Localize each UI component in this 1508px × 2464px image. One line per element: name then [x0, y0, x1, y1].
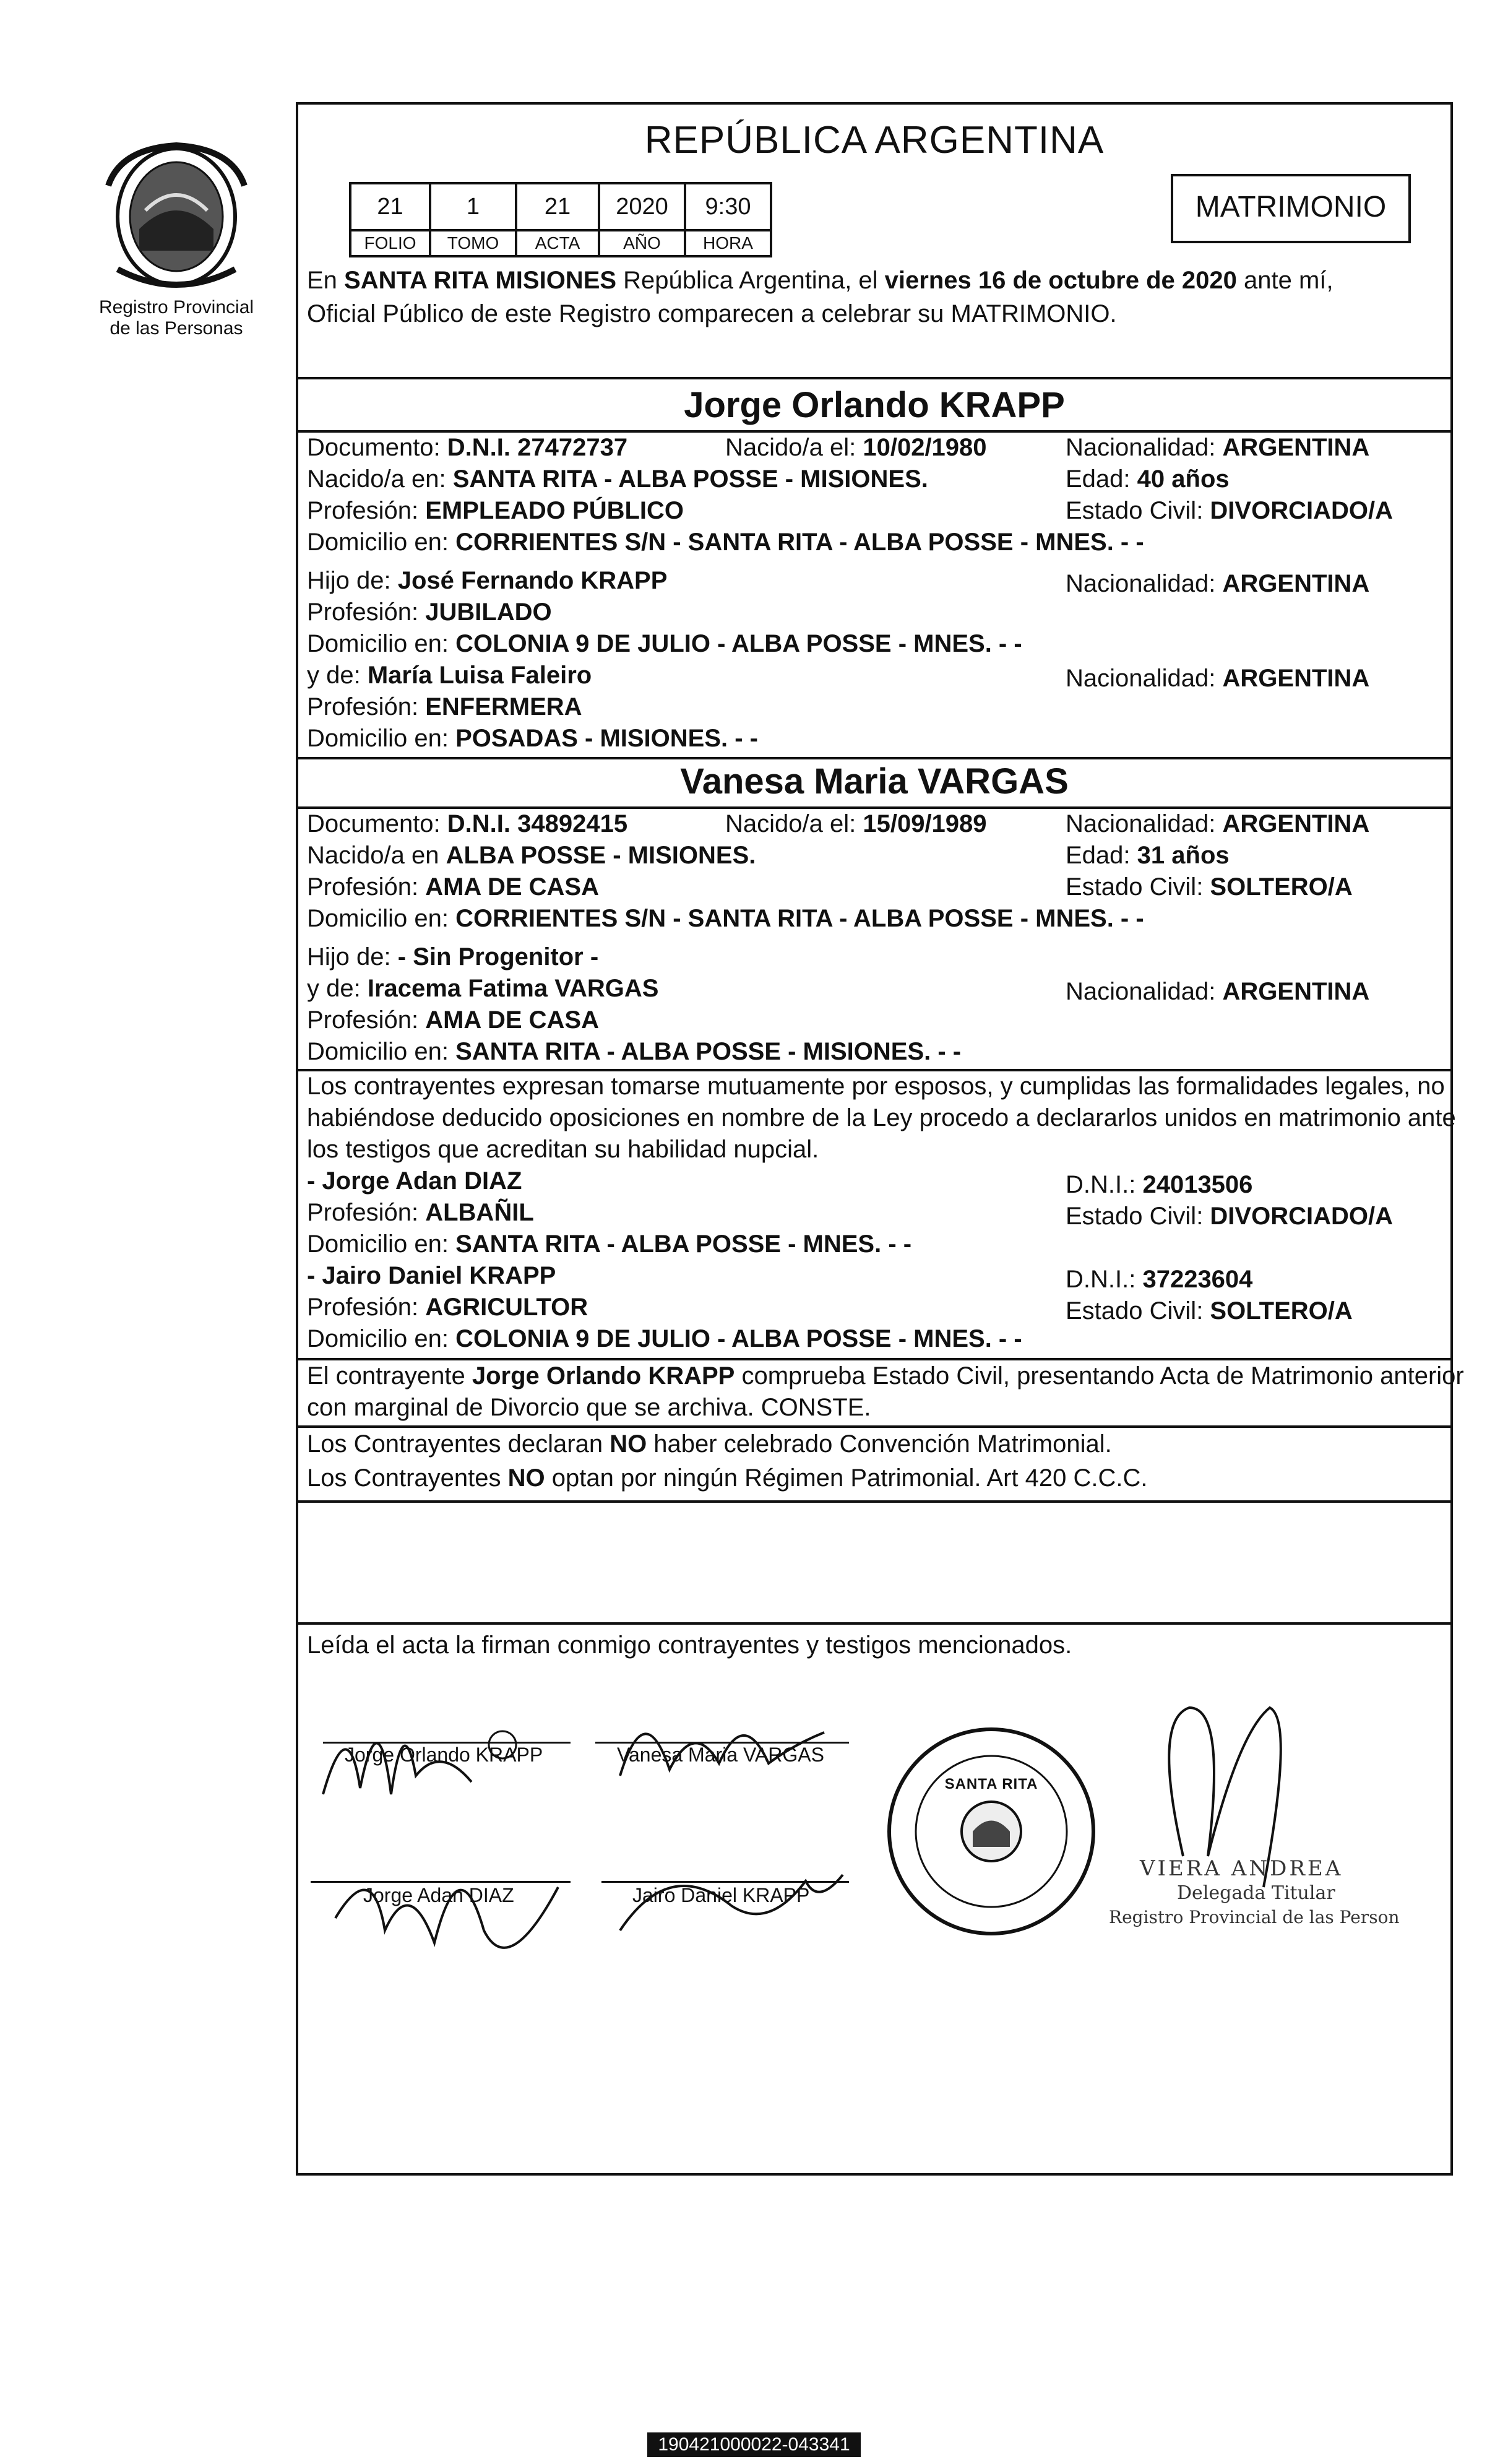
spouse1-mother-address: Domicilio en: POSADAS - MISIONES. - -	[307, 725, 759, 752]
divider	[298, 1622, 1450, 1625]
spouse1-birthplace: Nacido/a en: SANTA RITA - ALBA POSSE - MISIONES.	[307, 465, 928, 493]
spouse2-profession: Profesión: AMA DE CASA	[307, 873, 599, 901]
spouse2-address: Domicilio en: CORRIENTES S/N - SANTA RITA - ALBA POSSE - MNES. - -	[307, 905, 1144, 932]
spouse2-mother-address: Domicilio en: SANTA RITA - ALBA POSSE - MISIONES. - -	[307, 1038, 962, 1065]
spouse1-mother-nationality: Nacionalidad: ARGENTINA	[1066, 665, 1370, 692]
witness2-name: - Jairo Daniel KRAPP	[307, 1262, 556, 1289]
acta-label: ACTA	[516, 230, 599, 256]
witness1-address: Domicilio en: SANTA RITA - ALBA POSSE - MNES. - -	[307, 1230, 912, 1258]
officer-name-stamp: VIERA ANDREA	[1140, 1856, 1343, 1881]
signature-line-4	[601, 1881, 849, 1883]
spouse1-age: Edad: 40 años	[1066, 465, 1230, 493]
divider	[298, 1358, 1450, 1360]
civil-status-note-1: El contrayente Jorge Orlando KRAPP comprueba Estado Civil, presentando Acta de Matrimonio anterior	[307, 1362, 1464, 1390]
spouse1-address: Domicilio en: CORRIENTES S/N - SANTA RITA - ALBA POSSE - MNES. - -	[307, 529, 1144, 556]
spouse1-mother: y de: María Luisa Faleiro	[307, 662, 592, 689]
acta-value: 21	[516, 183, 599, 230]
tomo-label: TOMO	[430, 230, 516, 256]
witness1-profession: Profesión: ALBAÑIL	[307, 1199, 534, 1226]
spouse1-father-nationality: Nacionalidad: ARGENTINA	[1066, 570, 1370, 597]
spouse2-document: Documento: D.N.I. 34892415	[307, 810, 628, 837]
officer-role-stamp: Delegada Titular	[1177, 1882, 1335, 1904]
spouse2-birthplace: Nacido/a en ALBA POSSE - MISIONES.	[307, 842, 756, 869]
certificate-frame	[296, 102, 1464, 2176]
spouse1-mother-profession: Profesión: ENFERMERA	[307, 693, 582, 720]
registry-caption: Registro Provincial de las Personas	[98, 297, 254, 339]
spouse1-father: Hijo de: José Fernando KRAPP	[307, 567, 668, 594]
intro-line-1: En SANTA RITA MISIONES República Argentina, el viernes 16 de octubre de 2020 ante mí,	[307, 267, 1334, 294]
spouse2-birthdate: Nacido/a el: 15/09/1989	[725, 810, 987, 837]
declaration-line-2: habiéndose deducido oposiciones en nombre de la Ley procedo a declararlos unidos en matrimonio ante	[307, 1104, 1456, 1131]
spouse1-civil-status: Estado Civil: DIVORCIADO/A	[1066, 497, 1393, 524]
witness2-civil-status: Estado Civil: SOLTERO/A	[1066, 1297, 1353, 1325]
spouse2-civil-status: Estado Civil: SOLTERO/A	[1066, 873, 1353, 901]
signature-line-3	[311, 1881, 571, 1883]
declaration-line-1: Los contrayentes expresan tomarse mutuamente por esposos, y cumplidas las formalidades legales, no	[307, 1073, 1445, 1100]
divider	[298, 1500, 1450, 1503]
signature-4-name: Jairo Daniel KRAPP	[632, 1884, 810, 1906]
divider	[298, 757, 1450, 759]
regime-line-1: Los Contrayentes declaran NO haber celebrado Convención Matrimonial.	[307, 1430, 1112, 1458]
folio-value: 21	[350, 183, 430, 230]
declaration-line-3: los testigos que acreditan su habilidad nupcial.	[307, 1136, 819, 1163]
spouse1-birthdate: Nacido/a el: 10/02/1980	[725, 434, 987, 461]
spouse2-mother-profession: Profesión: AMA DE CASA	[307, 1006, 599, 1034]
witness1-dni: D.N.I.: 24013506	[1066, 1171, 1253, 1198]
seal-center-text: SANTA RITA	[944, 1776, 1038, 1792]
witness1-name: - Jorge Adan DIAZ	[307, 1167, 522, 1195]
spouse2-mother: y de: Iracema Fatima VARGAS	[307, 975, 659, 1002]
spouse1-father-address: Domicilio en: COLONIA 9 DE JULIO - ALBA POSSE - MNES. - -	[307, 630, 1022, 657]
spouse2-father: Hijo de: - Sin Progenitor -	[307, 943, 599, 970]
document-title: REPÚBLICA ARGENTINA	[644, 119, 1105, 162]
civil-status-note-2: con marginal de Divorcio que se archiva. CONSTE.	[307, 1394, 871, 1421]
registration-grid	[349, 182, 772, 257]
signature-2-name: Vanesa Maria VARGAS	[617, 1744, 824, 1766]
document-code: 190421000022-043341	[647, 2432, 861, 2457]
ano-label: AÑO	[599, 230, 685, 256]
act-type-box: MATRIMONIO	[1171, 174, 1411, 243]
divider	[298, 1425, 1450, 1428]
intro-line-2: Oficial Público de este Registro comparecen a celebrar su MATRIMONIO.	[307, 300, 1117, 327]
hora-label: HORA	[685, 230, 771, 256]
regime-line-2: Los Contrayentes NO optan por ningún Régimen Patrimonial. Art 420 C.C.C.	[307, 1464, 1148, 1492]
ano-value: 2020	[599, 183, 685, 230]
spouse1-name: Jorge Orlando KRAPP	[684, 385, 1065, 425]
signature-3-name: Jorge Adan DIAZ	[363, 1884, 514, 1906]
witness2-address: Domicilio en: COLONIA 9 DE JULIO - ALBA POSSE - MNES. - -	[307, 1325, 1022, 1352]
spouse2-nationality: Nacionalidad: ARGENTINA	[1066, 810, 1370, 837]
spouse1-document: Documento: D.N.I. 27472737	[307, 434, 628, 461]
signature-1-name: Jorge Orlando KRAPP	[345, 1744, 543, 1766]
officer-org-stamp: Registro Provincial de las Person	[1109, 1907, 1400, 1927]
witness1-civil-status: Estado Civil: DIVORCIADO/A	[1066, 1203, 1393, 1230]
spouse2-name: Vanesa Maria VARGAS	[680, 761, 1069, 802]
spouse2-age: Edad: 31 años	[1066, 842, 1230, 869]
tomo-value: 1	[430, 183, 516, 230]
closing-statement: Leída el acta la firman conmigo contrayentes y testigos mencionados.	[307, 1632, 1072, 1659]
witness2-dni: D.N.I.: 37223604	[1066, 1266, 1253, 1293]
spouse1-profession: Profesión: EMPLEADO PÚBLICO	[307, 497, 684, 524]
hora-value: 9:30	[685, 183, 771, 230]
spouse2-mother-nationality: Nacionalidad: ARGENTINA	[1066, 978, 1370, 1005]
spouse1-nationality: Nacionalidad: ARGENTINA	[1066, 434, 1370, 461]
folio-label: FOLIO	[350, 230, 430, 256]
witness2-profession: Profesión: AGRICULTOR	[307, 1294, 588, 1321]
spouse1-father-profession: Profesión: JUBILADO	[307, 599, 552, 626]
divider	[298, 377, 1450, 379]
